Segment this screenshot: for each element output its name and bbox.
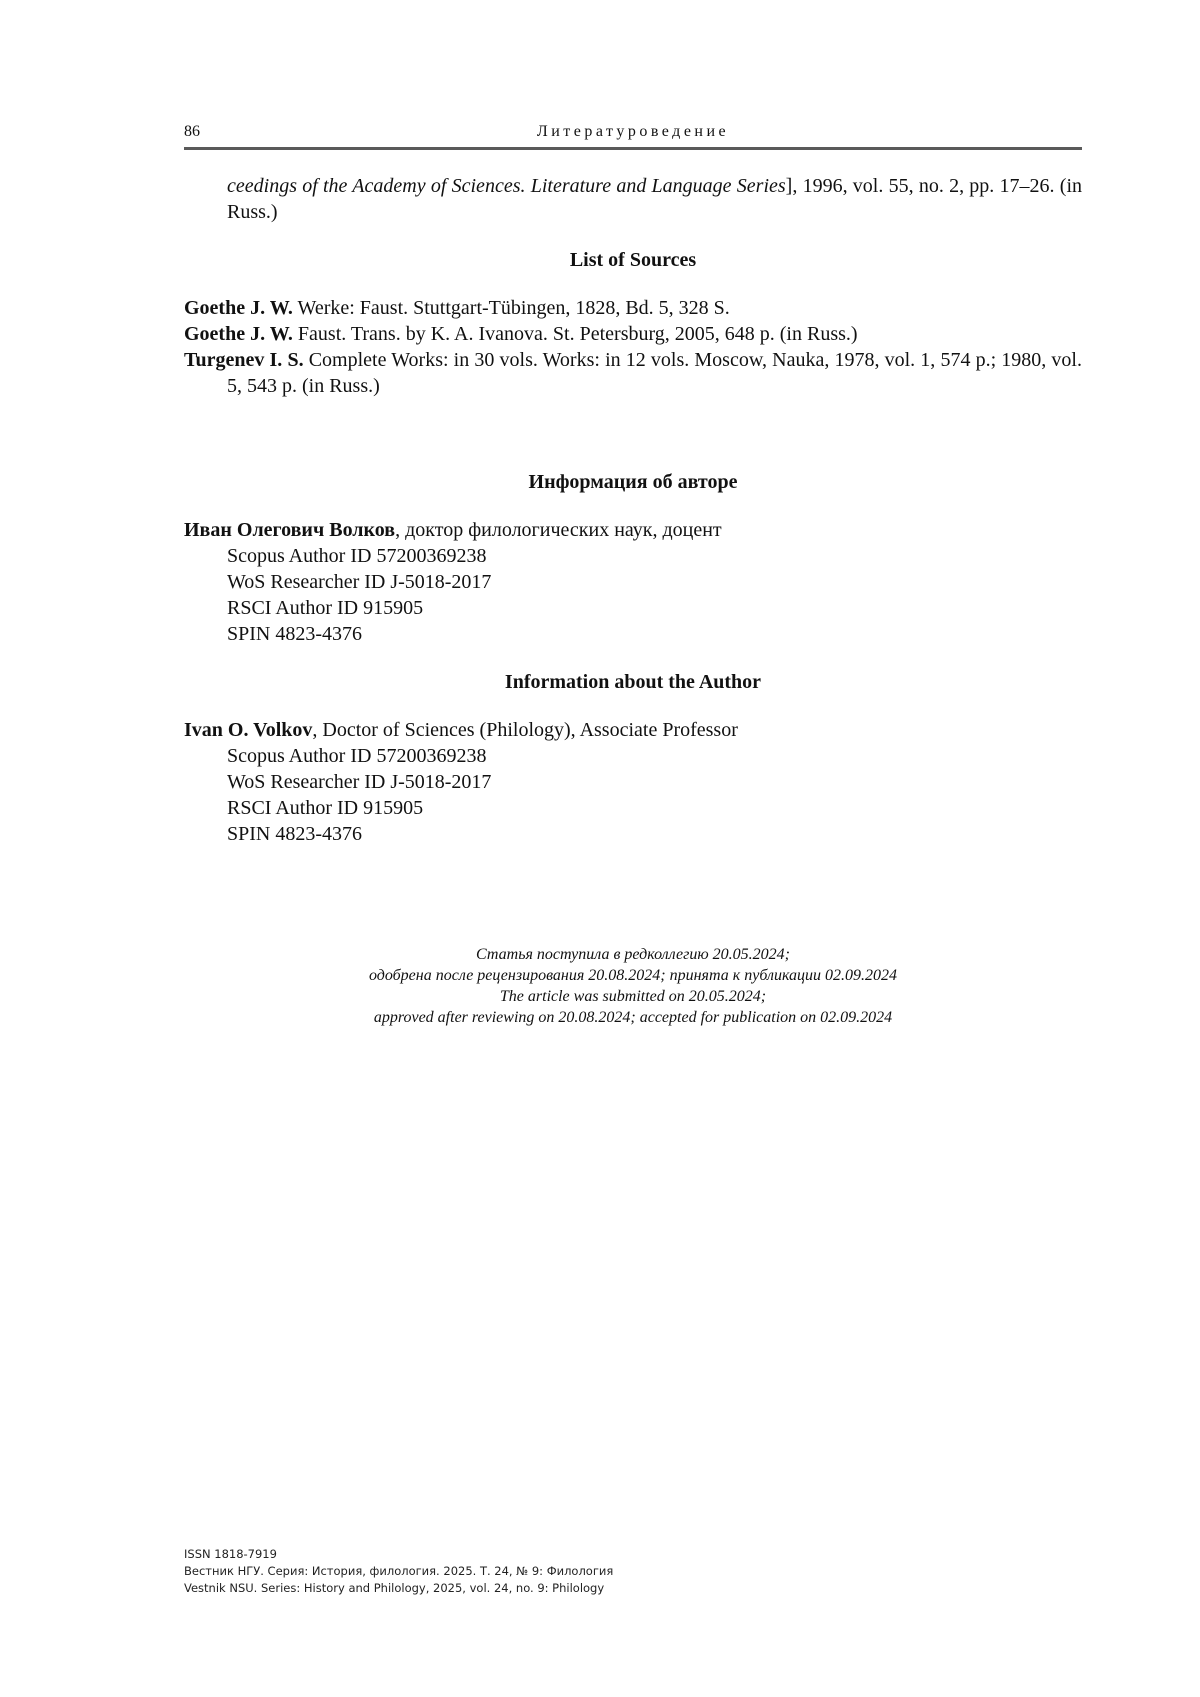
journal-citation-ru: Вестник НГУ. Серия: История, филология. 2025. Т. 24, № 9: Филология bbox=[184, 1564, 614, 1578]
spin-ru: SPIN 4823-4376 bbox=[227, 623, 363, 645]
page-number: 86 bbox=[184, 123, 200, 140]
journal-citation-en: Vestnik NSU. Series: History and Philology, 2025, vol. 24, no. 9: Philology bbox=[184, 1581, 605, 1595]
date-line: approved after reviewing on 20.08.2024; accepted for publication on 02.09.2024 bbox=[373, 1009, 893, 1026]
continued-reference-rest: ], 1996, vol. 55, no. 2, pp. 17–26. (in Russ.) bbox=[227, 175, 1082, 223]
source-item bbox=[184, 321, 1082, 347]
author-line-ru bbox=[184, 517, 1082, 543]
author-info-heading-en: Information about the Author bbox=[504, 671, 762, 693]
issn: ISSN 1818-7919 bbox=[184, 1547, 277, 1561]
author-info-ru bbox=[184, 517, 1082, 647]
continued-reference-italic: ceedings of the Academy of Sciences. Literature and Language Series bbox=[227, 175, 786, 197]
scopus-id-ru: Scopus Author ID 57200369238 bbox=[227, 545, 487, 567]
author-line-en bbox=[184, 717, 1082, 743]
spin-en: SPIN 4823-4376 bbox=[227, 823, 363, 845]
source-author: Goethe J. W. bbox=[184, 297, 293, 319]
continued-reference bbox=[184, 173, 1082, 225]
sources-list bbox=[184, 295, 1082, 399]
page-header bbox=[184, 123, 1082, 147]
date-line: The article was submitted on 20.05.2024; bbox=[499, 988, 767, 1005]
wos-id-en: WoS Researcher ID J-5018-2017 bbox=[227, 771, 492, 793]
article-body bbox=[184, 173, 1082, 847]
author-info-heading-ru: Информация об авторе bbox=[528, 471, 738, 493]
rsci-id-en: RSCI Author ID 915905 bbox=[227, 797, 424, 819]
running-title: Литературоведение bbox=[536, 123, 730, 140]
author-info-en bbox=[184, 717, 1082, 847]
wos-id-ru: WoS Researcher ID J-5018-2017 bbox=[227, 571, 492, 593]
author-name-ru: Иван Олегович Волков bbox=[184, 519, 396, 541]
source-item bbox=[184, 295, 1082, 321]
submission-dates bbox=[184, 944, 1082, 1028]
source-text: Complete Works: in 30 vols. Works: in 12 vols. Moscow, Nauka, 1978, vol. 1, 574 p.; 1980, vol. 5, 543 p. (in Russ.) bbox=[227, 349, 1082, 397]
source-author: Goethe J. W. bbox=[184, 323, 293, 345]
source-text: Werke: Faust. Stuttgart-Tübingen, 1828, Bd. 5, 328 S. bbox=[292, 297, 730, 319]
author-title-en: , Doctor of Sciences (Philology), Associate Professor bbox=[312, 719, 738, 741]
scopus-id-en: Scopus Author ID 57200369238 bbox=[227, 745, 487, 767]
rsci-id-ru: RSCI Author ID 915905 bbox=[227, 597, 424, 619]
date-line: Статья поступила в редколлегию 20.05.2024; bbox=[476, 946, 790, 963]
header-rule bbox=[184, 147, 1082, 150]
date-line: одобрена после рецензирования 20.08.2024; принята к публикации 02.09.2024 bbox=[368, 967, 898, 984]
page-footer bbox=[184, 1546, 613, 1597]
source-author: Turgenev I. S. bbox=[184, 349, 304, 371]
author-title-ru: , доктор филологических наук, доцент bbox=[395, 519, 722, 541]
sources-heading: List of Sources bbox=[569, 249, 697, 271]
author-name-en: Ivan O. Volkov bbox=[184, 719, 313, 741]
source-item bbox=[184, 347, 1082, 399]
source-text: Faust. Trans. by K. A. Ivanova. St. Petersburg, 2005, 648 p. (in Russ.) bbox=[292, 323, 858, 345]
